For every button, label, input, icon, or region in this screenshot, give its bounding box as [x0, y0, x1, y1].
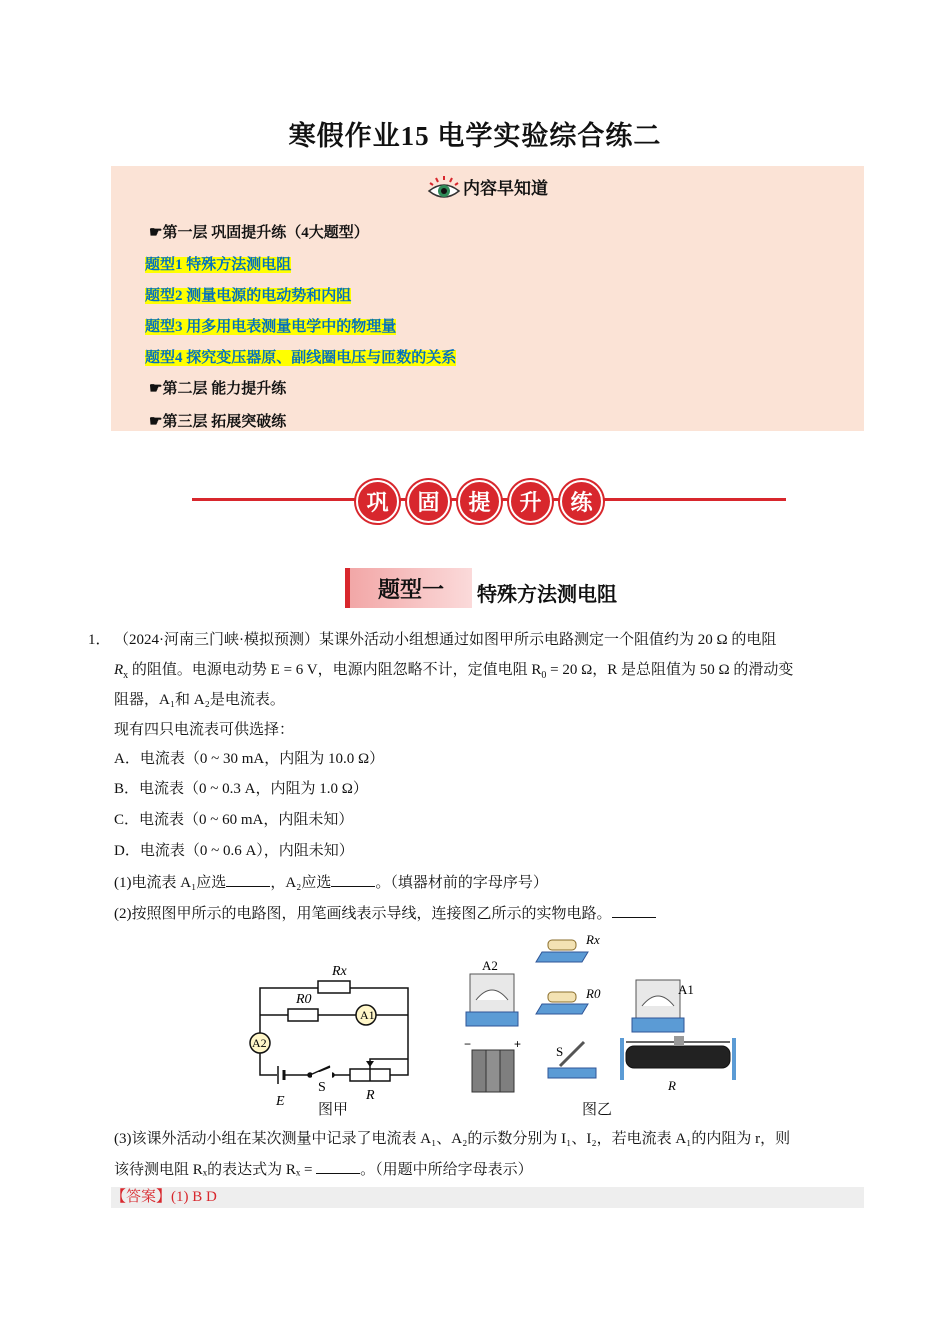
toc-type-2[interactable]: 题型2 测量电源的电动势和内阻 [145, 288, 352, 304]
label-a2: A2 [252, 1036, 267, 1050]
rx-component [536, 940, 588, 962]
svg-text:R0: R0 [586, 986, 601, 1001]
svg-text:−: − [464, 1037, 472, 1051]
option-c: C．电流表（0 ~ 60 mA，内阻未知） [114, 812, 354, 828]
section-tag: 题型一 [345, 568, 472, 608]
svg-text:A2: A2 [482, 958, 498, 973]
option-b: B．电流表（0 ~ 0.3 A，内阻为 1.0 Ω） [114, 781, 368, 797]
r0-resistor [288, 1009, 318, 1021]
answer-bar: 【答案】(1) B D [111, 1187, 864, 1208]
question-number: 1． [88, 632, 111, 648]
sub-question-1: (1)电流表 A₁应选 ，A₂应选 。（填器材前的字母序号） [114, 872, 548, 893]
eye-icon [427, 175, 461, 206]
label-e: E [276, 1094, 285, 1109]
label-rx: Rx [332, 964, 347, 979]
circuit-diagram [240, 955, 420, 1120]
toc-layer-1[interactable]: ☛第一层 巩固提升练（4大题型） [149, 225, 369, 241]
apparatus-photo [460, 930, 740, 1120]
svg-text:A1: A1 [678, 982, 694, 997]
rx-resistor [318, 981, 350, 993]
toc-type-3[interactable]: 题型3 用多用电表测量电学中的物理量 [145, 319, 397, 335]
toc-heading-text: 内容早知道 [463, 179, 548, 198]
svg-text:S: S [556, 1044, 564, 1059]
label-a1: A1 [360, 1008, 375, 1022]
sub-question-2: (2)按照图甲所示的电路图，用笔画线表示导线，连接图乙所示的实物电路。 [114, 903, 656, 924]
label-s: S [318, 1080, 326, 1095]
ammeter-a1-device [632, 980, 684, 1032]
svg-text:+: + [514, 1037, 522, 1051]
question-line-2: $R_x$ 的阻值。电源电动势 E = 6 V，电源内阻忽略不计，定值电阻 $R_0 = 20$ Ω，R 是总阻值为 50 Ω 的滑动变 [114, 662, 794, 681]
label-r: R [366, 1088, 375, 1103]
answer-blank[interactable] [331, 872, 375, 887]
option-a: A．电流表（0 ~ 30 mA，内阻为 10.0 Ω） [114, 751, 385, 767]
question-line-4: 现有四只电流表可供选择： [114, 722, 295, 738]
answer-blank[interactable] [226, 872, 270, 887]
sub-question-3-line-1: (3)该课外活动小组在某次测量中记录了电流表 A₁、A₂的示数分别为 I₁、I₂，若电流表 A₁的内阻为 r，则 [114, 1131, 791, 1147]
r0-component [536, 992, 588, 1014]
toc-box [111, 166, 864, 431]
svg-text:R: R [668, 1078, 676, 1093]
banner-char: 提 [458, 480, 501, 523]
answer-blank[interactable] [316, 1159, 360, 1174]
toc-layer-2[interactable]: ☛第二层 能力提升练 [149, 381, 287, 397]
toc-type-1[interactable]: 题型1 特殊方法测电阻 [145, 257, 292, 273]
banner-char: 练 [560, 480, 603, 523]
rheostat-device [622, 1036, 734, 1080]
ammeter-a2-device [466, 974, 518, 1026]
banner-char: 升 [509, 480, 552, 523]
figure-a-caption: 图甲 [318, 1102, 349, 1118]
option-d: D．电流表（0 ~ 0.6 A），内阻未知） [114, 843, 354, 859]
question-line-3: 阻器，A₁和 A₂是电流表。 [114, 692, 285, 708]
answer-blank[interactable] [612, 903, 656, 918]
sub-question-3-line-2: 该待测电阻 Rₓ的表达式为 Rₓ = 。（用题中所给字母表示） [114, 1159, 533, 1180]
section-banner [192, 480, 786, 520]
page-title: 寒假作业15 电学实验综合练二 [288, 121, 662, 151]
battery-device [464, 1037, 521, 1092]
toc-type-4[interactable]: 题型4 探究变压器原、副线圈电压与匝数的关系 [145, 350, 457, 366]
banner-char: 固 [407, 480, 450, 523]
label-r0: R0 [296, 992, 312, 1007]
svg-text:Rx: Rx [586, 932, 600, 947]
figure-b-caption: 图乙 [582, 1102, 613, 1118]
section-name: 特殊方法测电阻 [477, 584, 617, 606]
banner-char: 巩 [356, 480, 399, 523]
toc-heading [111, 174, 864, 206]
question-line-1: （2024·河南三门峡·模拟预测）某课外活动小组想通过如图甲所示电路测定一个阻值约为 20 Ω 的电阻 [114, 632, 777, 648]
toc-layer-3[interactable]: ☛第三层 拓展突破练 [149, 414, 287, 430]
